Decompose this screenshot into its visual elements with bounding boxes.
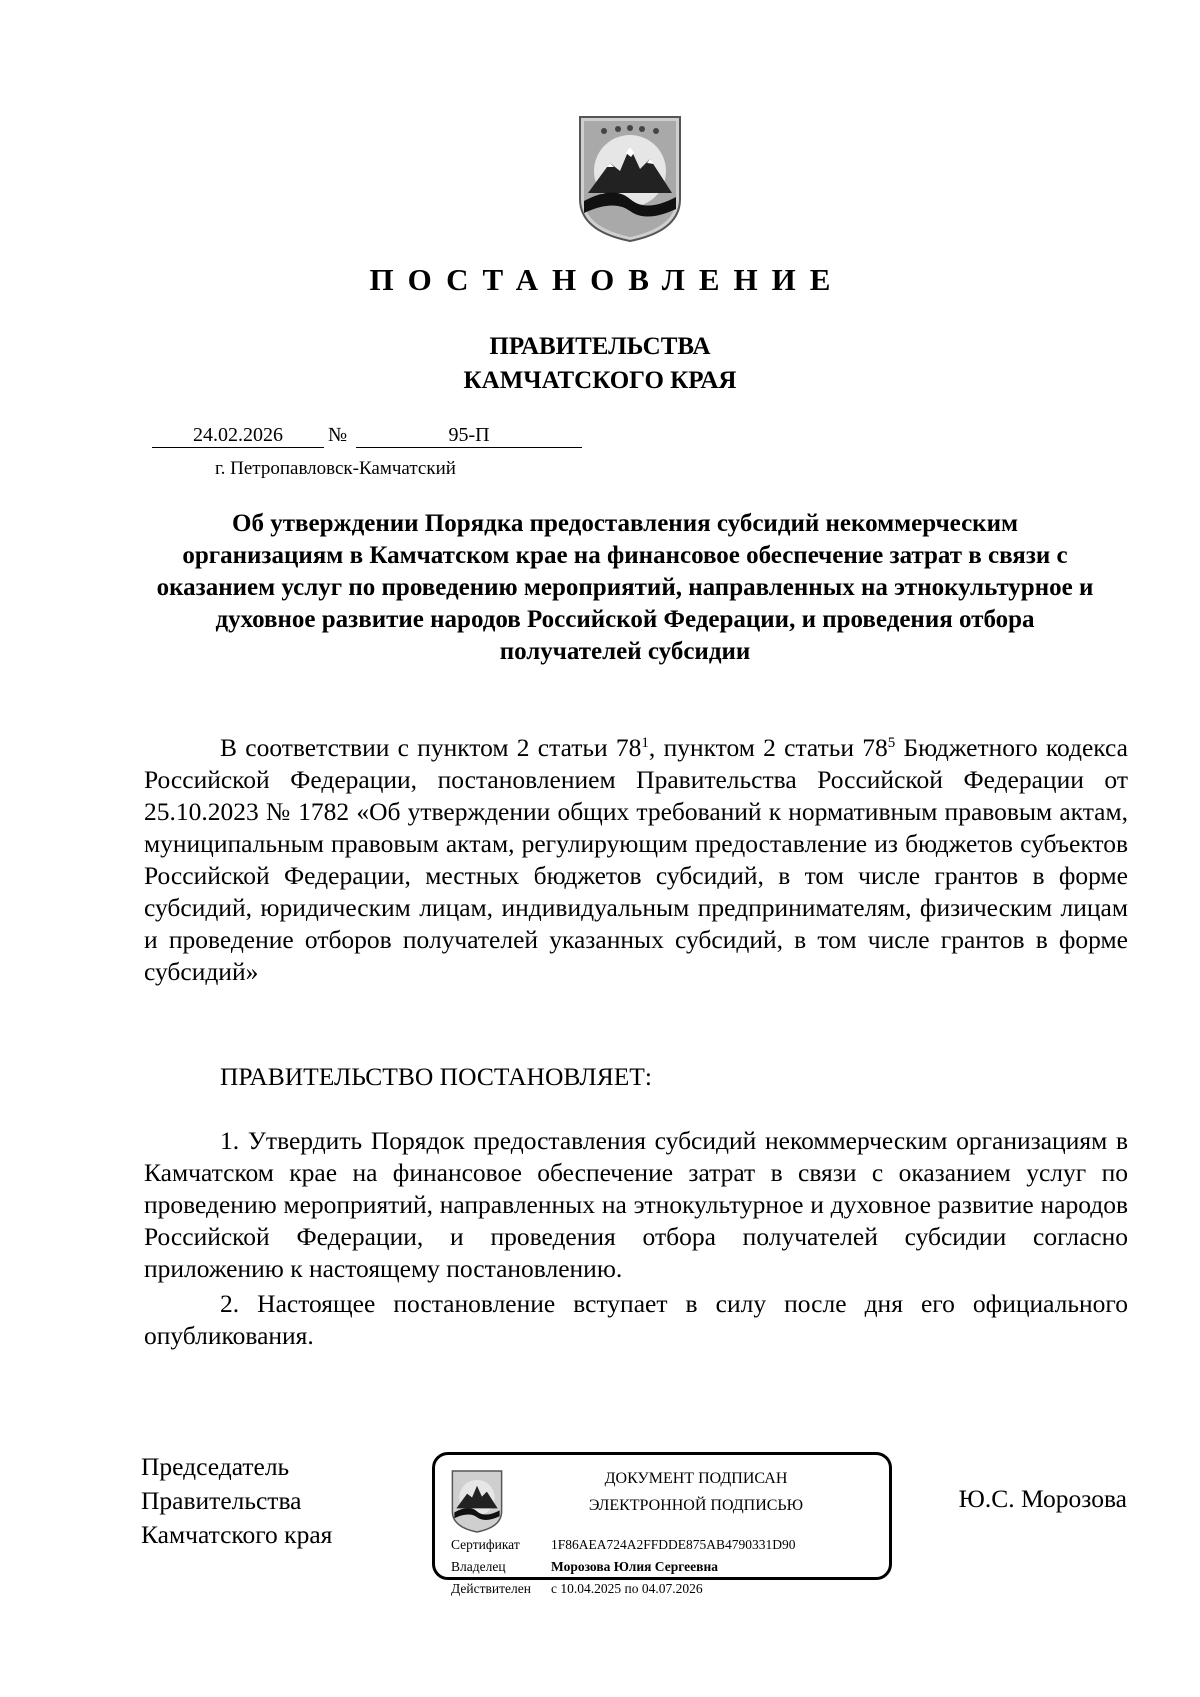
signer-position-line-1: Председатель: [141, 1452, 290, 1481]
stamp-certificate-row: [451, 1537, 796, 1553]
decree-heading: ПРАВИТЕЛЬСТВО ПОСТАНОВЛЯЕТ:: [220, 1062, 652, 1091]
stamp-owner-row: [451, 1559, 718, 1575]
document-date: 24.02.2026: [152, 424, 324, 448]
signer-position: [141, 1450, 332, 1552]
issuer-line-1: ПРАВИТЕЛЬСТВА: [489, 333, 711, 360]
stamp-emblem-icon: [449, 1469, 505, 1533]
document-type: ПОСТАНОВЛЕНИЕ: [369, 262, 845, 297]
issuer: [0, 330, 1200, 398]
validity-value: с 10.04.2025 по 04.07.2026: [551, 1581, 703, 1596]
signer-name: Ю.С. Морозова: [958, 1484, 1127, 1513]
document-number: 95-П: [356, 424, 582, 448]
certificate-value: 1F86AEA724A2FFDDE875AB4790331D90: [551, 1537, 796, 1552]
stamp-validity-row: [451, 1581, 703, 1597]
superscript-1: 1: [641, 735, 649, 751]
certificate-label: Сертификат: [451, 1537, 520, 1552]
validity-label: Действителен: [451, 1581, 531, 1596]
number-sign: №: [328, 424, 348, 446]
city: г. Петропавловск-Камчатский: [215, 458, 456, 479]
signer-position-line-2: Правительства: [141, 1486, 302, 1515]
preamble-paragraph: [144, 732, 1128, 988]
owner-label: Владелец: [451, 1559, 506, 1574]
stamp-heading-line-1: ДОКУМЕНТ ПОДПИСАН: [604, 1470, 788, 1487]
issuer-line-2: КАМЧАТСКОГО КРАЯ: [463, 367, 737, 394]
item-2: 2. Настоящее постановление вступает в силу после дня его официального опубликования.: [144, 1289, 1128, 1350]
kamchatka-emblem-icon: [574, 113, 686, 243]
item-1: 1. Утвердить Порядок предоставления субсидий некоммерческим организациям в Камчатском крае на финансовое обеспечение затрат в связи с оказанием услуг по проведению мероприятий, направленных на этнокультурное и духовное развитие народов Российской Федерации, и проведения отбора получателей субсидии согласно приложению к настоящему постановлению.: [144, 1126, 1128, 1283]
preamble-part-b: , пунктом 2 статьи 78: [648, 733, 888, 762]
owner-value: Морозова Юлия Сергеевна: [551, 1559, 718, 1574]
stamp-heading: [531, 1465, 861, 1519]
preamble-part-a: В соответствии с пунктом 2 статьи 78: [220, 733, 642, 762]
document-title: Об утверждении Порядка предоставления субсидий некоммерческим организациям в Камчатском крае на финансовое обеспечение затрат в связи с оказанием услуг по проведению мероприятий, направленных на этнокультурное и духовное развитие народов Российской Федерации, и проведения отбора получателей субсидии: [156, 510, 1094, 665]
superscript-5: 5: [887, 735, 896, 751]
signer-position-line-3: Камчатского края: [141, 1520, 333, 1549]
electronic-signature-stamp: [432, 1452, 892, 1596]
stamp-heading-line-2: ЭЛЕКТРОННОЙ ПОДПИСЬЮ: [588, 1497, 804, 1514]
preamble-part-c: Бюджетного кодекса Российской Федерации, постановлением Правительства Российской Федерации от 25.10.2023 № 1782 «Об утверждении общих требований к нормативным правовым актам, муниципальным правовым актам, регулирующим предоставление из бюджетов субъектов Российской Федерации, местных бюджетов субсидий, в том числе грантов в форме субсидий, юридическим лицам, индивидуальным предпринимателям, физическим лицам и проведение отборов получателей указанных субсидий, в том числе грантов в форме субсидий»: [144, 733, 1128, 986]
